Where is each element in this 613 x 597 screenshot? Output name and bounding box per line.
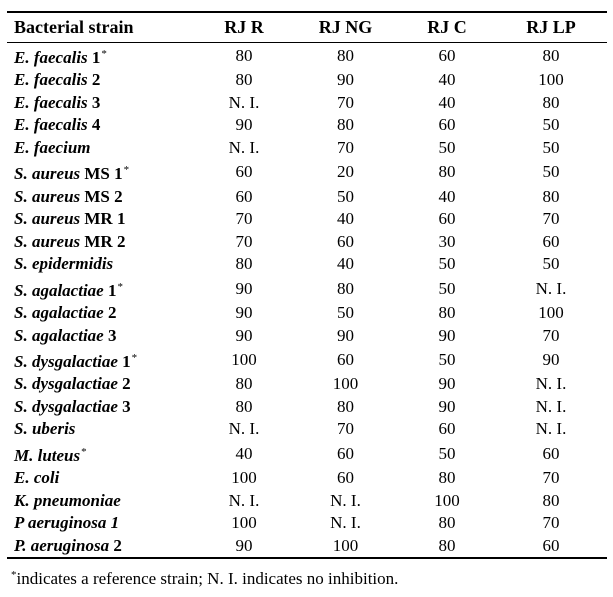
strain-suffix: MR 2 [84, 231, 126, 251]
value-cell-rj-r: 60 [235, 186, 253, 206]
value-cell-rj-c: 100 [434, 490, 460, 510]
strain-cell [7, 347, 196, 373]
inhibition-table [7, 11, 607, 559]
species-name: E. faecalis [14, 48, 88, 67]
species-name: S. uberis [14, 419, 76, 439]
table-row [7, 302, 607, 325]
table-container [7, 11, 607, 589]
value-cell-rj-r: 70 [235, 209, 253, 229]
value-cell-rj-r: N. I. [228, 138, 260, 158]
table-row [7, 418, 607, 441]
species-name: S. epidermidis [14, 254, 114, 274]
table-row [7, 253, 607, 276]
value-cell-rj-lp: 50 [542, 115, 560, 135]
header-rj-lp: RJ LP [495, 12, 607, 43]
header-rj-ng: RJ NG [292, 12, 399, 43]
value-cell-rj-ng: 80 [337, 278, 354, 298]
strain-cell [7, 231, 196, 254]
value-cell-rj-r: N. I. [228, 419, 260, 439]
value-cell-rj-lp: 80 [542, 46, 560, 65]
value-cell-rj-c: 80 [438, 162, 456, 182]
header-bacterial-strain: Bacterial strain [7, 12, 196, 43]
table-row [7, 489, 607, 512]
value-cell-rj-c: 80 [438, 303, 456, 323]
table-row [7, 512, 607, 535]
species-name: E. faecium [14, 138, 91, 158]
value-cell-rj-lp: 50 [542, 162, 560, 182]
value-cell-rj-c: 50 [438, 443, 456, 463]
species-name: S. aureus [14, 231, 81, 251]
species-name: S. aureus [14, 209, 81, 229]
strain-cell [7, 512, 196, 535]
strain-suffix: MS 2 [84, 186, 123, 206]
strain-cell [7, 441, 196, 467]
value-cell-rj-ng: 60 [337, 443, 354, 463]
value-cell-rj-c: 60 [438, 419, 456, 439]
strain-suffix: 2 [113, 535, 122, 555]
value-cell-rj-lp: 80 [542, 186, 560, 206]
footnote-text: indicates a reference strain; N. I. indicates no inhibition. [16, 569, 399, 589]
value-cell-rj-lp: 80 [542, 92, 560, 112]
value-cell-rj-ng: 70 [337, 138, 354, 158]
value-cell-rj-r: 80 [235, 396, 253, 416]
strain-suffix: 4 [91, 115, 101, 135]
species-name: S. dysgalactiae [14, 396, 118, 416]
value-cell-rj-r: 80 [235, 374, 253, 394]
table-row [7, 69, 607, 92]
strain-suffix: 1 [107, 280, 117, 300]
value-cell-rj-r: 100 [231, 513, 257, 533]
value-cell-rj-c: 80 [438, 513, 456, 533]
strain-cell [7, 276, 196, 302]
value-cell-rj-ng: 40 [337, 254, 354, 274]
value-cell-rj-r: 90 [235, 115, 253, 135]
value-cell-rj-lp: 60 [495, 535, 607, 559]
strain-suffix: 3 [107, 325, 117, 345]
value-cell-rj-c: 40 [438, 70, 456, 90]
value-cell-rj-ng: 50 [337, 303, 354, 323]
footnote-star: * [11, 569, 17, 582]
value-cell-rj-lp: 70 [542, 325, 560, 345]
strain-suffix: 2 [91, 70, 101, 90]
strain-cell [7, 253, 196, 276]
table-row [7, 373, 607, 396]
value-cell-rj-r: 90 [196, 535, 292, 559]
strain-suffix: 1 [91, 48, 101, 67]
value-cell-rj-ng: 100 [292, 535, 399, 559]
value-cell-rj-ng: 60 [337, 468, 354, 488]
table-row [7, 137, 607, 160]
value-cell-rj-r: 90 [235, 325, 253, 345]
value-cell-rj-ng: 80 [337, 115, 354, 135]
value-cell-rj-r: 80 [235, 70, 253, 90]
strain-cell [7, 92, 196, 115]
species-name: E. faecalis [14, 70, 88, 90]
value-cell-rj-ng: 40 [337, 209, 354, 229]
value-cell-rj-lp: N. I. [535, 278, 567, 298]
table-row [7, 276, 607, 302]
value-cell-rj-ng: 70 [337, 419, 354, 439]
value-cell-rj-lp: 100 [538, 303, 564, 323]
strain-suffix: 3 [91, 92, 101, 112]
value-cell-rj-ng: 90 [337, 325, 354, 345]
value-cell-rj-lp: 80 [542, 490, 560, 510]
reference-strain-marker: * [117, 280, 123, 293]
value-cell-rj-lp: 50 [542, 138, 560, 158]
species-name: S. agalactiae [14, 280, 104, 300]
table-header-row [7, 12, 607, 43]
value-cell-rj-c: 40 [438, 92, 456, 112]
value-cell-rj-c: 50 [438, 254, 456, 274]
table-footnote [7, 569, 607, 589]
strain-suffix: MR 1 [84, 209, 126, 229]
species-name: E. coli [14, 468, 60, 488]
value-cell-rj-lp: N. I. [535, 374, 567, 394]
value-cell-rj-c: 60 [438, 115, 456, 135]
value-cell-rj-ng: 100 [332, 374, 359, 394]
value-cell-rj-c: 80 [438, 468, 456, 488]
reference-strain-marker: * [123, 164, 130, 177]
value-cell-rj-lp: 50 [542, 254, 560, 274]
strain-cell [7, 324, 196, 347]
strain-cell [7, 208, 196, 231]
value-cell-rj-r: 90 [235, 303, 253, 323]
reference-strain-marker: * [101, 48, 107, 60]
value-cell-rj-c: 50 [438, 138, 456, 158]
value-cell-rj-ng: N. I. [330, 513, 361, 533]
strain-cell [7, 43, 196, 70]
table-row [7, 396, 607, 419]
value-cell-rj-r: 100 [231, 349, 257, 369]
table-row [7, 535, 607, 559]
value-cell-rj-r: 80 [235, 46, 253, 65]
value-cell-rj-ng: 90 [337, 70, 354, 90]
value-cell-rj-r: 90 [235, 278, 253, 298]
value-cell-rj-lp: 60 [542, 443, 560, 463]
species-name: S. dysgalactiae [14, 351, 118, 371]
table-row [7, 114, 607, 137]
value-cell-rj-r: 70 [235, 231, 253, 251]
strain-suffix: 1 [110, 513, 120, 533]
strain-suffix: 2 [122, 374, 131, 394]
value-cell-rj-lp: N. I. [535, 419, 567, 439]
value-cell-rj-r: N. I. [228, 490, 260, 510]
species-name: P aeruginosa [14, 513, 107, 533]
strain-cell [7, 159, 196, 185]
value-cell-rj-ng: 60 [337, 231, 354, 251]
table-row [7, 347, 607, 373]
value-cell-rj-c: 60 [438, 46, 456, 65]
species-name: E. faecalis [14, 115, 88, 135]
strain-suffix: 3 [122, 396, 131, 416]
table-row [7, 159, 607, 185]
value-cell-rj-ng: 50 [337, 186, 354, 206]
header-rj-c: RJ C [399, 12, 495, 43]
species-name: S. aureus [14, 186, 81, 206]
value-cell-rj-c: 50 [438, 278, 456, 298]
value-cell-rj-ng: 60 [337, 349, 354, 369]
strain-cell [7, 114, 196, 137]
strain-suffix: 1 [122, 351, 131, 371]
species-name: P. aeruginosa [14, 535, 110, 555]
value-cell-rj-c: 80 [399, 535, 495, 559]
header-rj-r: RJ R [196, 12, 292, 43]
strain-cell [7, 185, 196, 208]
value-cell-rj-lp: N. I. [535, 396, 567, 416]
value-cell-rj-r: 60 [235, 162, 253, 182]
table-row [7, 92, 607, 115]
table-row [7, 185, 607, 208]
value-cell-rj-c: 40 [438, 186, 456, 206]
value-cell-rj-c: 30 [438, 231, 456, 251]
value-cell-rj-c: 60 [438, 209, 456, 229]
species-name: S. aureus [14, 164, 81, 184]
value-cell-rj-lp: 70 [542, 209, 560, 229]
value-cell-rj-lp: 70 [542, 468, 560, 488]
value-cell-rj-ng: 80 [337, 396, 354, 416]
table-row [7, 231, 607, 254]
value-cell-rj-r: N. I. [228, 92, 260, 112]
value-cell-rj-r: 40 [235, 443, 253, 463]
value-cell-rj-c: 90 [438, 325, 456, 345]
species-name: S. agalactiae [14, 303, 104, 323]
species-name: M. luteus [14, 445, 81, 465]
table-row [7, 467, 607, 490]
value-cell-rj-ng: 70 [337, 92, 354, 112]
strain-cell [7, 302, 196, 325]
value-cell-rj-lp: 100 [538, 70, 564, 90]
reference-strain-marker: * [81, 445, 87, 458]
species-name: S. dysgalactiae [14, 374, 118, 394]
strain-cell [7, 489, 196, 512]
species-name: E. faecalis [14, 92, 88, 112]
value-cell-rj-lp: 70 [542, 513, 560, 533]
value-cell-rj-c: 90 [438, 396, 456, 416]
strain-cell [7, 535, 196, 559]
value-cell-rj-c: 50 [438, 349, 456, 369]
strain-suffix: 2 [107, 303, 117, 323]
value-cell-rj-lp: 90 [542, 349, 560, 369]
value-cell-rj-ng: 20 [337, 162, 354, 182]
value-cell-rj-c: 90 [438, 374, 456, 394]
species-name: S. agalactiae [14, 325, 104, 345]
value-cell-rj-ng: 80 [337, 46, 354, 65]
species-name: K. pneumoniae [14, 490, 121, 510]
value-cell-rj-ng: N. I. [330, 490, 361, 510]
strain-cell [7, 373, 196, 396]
strain-cell [7, 69, 196, 92]
table-row [7, 441, 607, 467]
table-row [7, 208, 607, 231]
value-cell-rj-r: 100 [231, 468, 257, 488]
reference-strain-marker: * [131, 351, 138, 364]
strain-cell [7, 418, 196, 441]
value-cell-rj-lp: 60 [542, 231, 560, 251]
table-row [7, 43, 607, 70]
strain-cell [7, 137, 196, 160]
strain-suffix: MS 1 [84, 164, 123, 184]
strain-cell [7, 396, 196, 419]
table-row [7, 324, 607, 347]
strain-cell [7, 467, 196, 490]
value-cell-rj-r: 80 [235, 254, 253, 274]
